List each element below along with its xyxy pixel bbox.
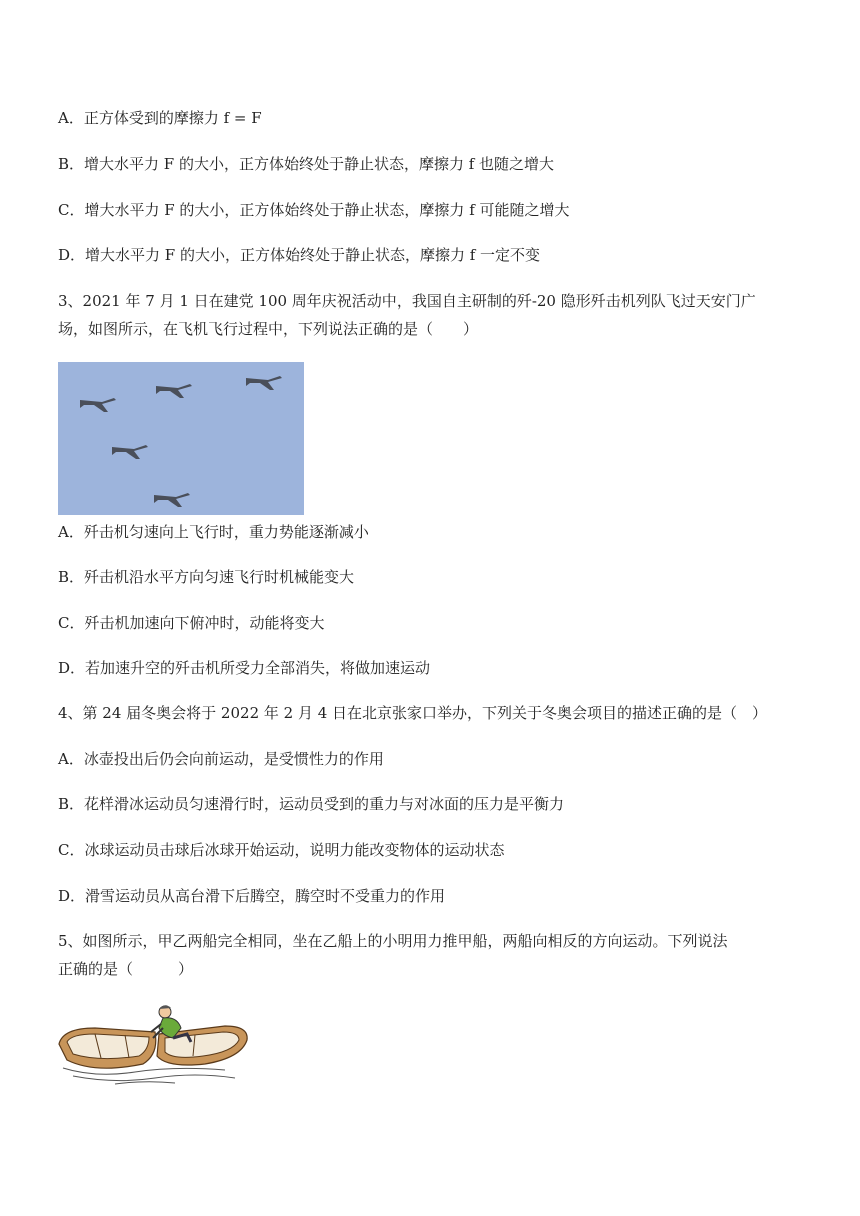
q4-option-d: D．滑雪运动员从高台滑下后腾空，腾空时不受重力的作用: [58, 887, 446, 905]
q2-option-b: B．增大水平力 F 的大小，正方体始终处于静止状态，摩擦力 f 也随之增大: [58, 155, 555, 173]
q2-option-d: D．增大水平力 F 的大小，正方体始终处于静止状态，摩擦力 f 一定不变: [58, 246, 541, 264]
boat-left-icon: [59, 1028, 156, 1068]
q3-stem-line1: 3、2021 年 7 月 1 日在建党 100 周年庆祝活动中，我国自主研制的歼-20 隐形歼击机列队飞过天安门广: [58, 292, 756, 310]
q4-option-b: B．花样滑冰运动员匀速滑行时，运动员受到的重力与对冰面的压力是平衡力: [58, 795, 565, 813]
q2-option-a: A．正方体受到的摩擦力 f = F: [58, 109, 262, 127]
boats-illustration: [55, 998, 250, 1086]
q3-stem-line2: 场，如图所示，在飞机飞行过程中，下列说法正确的是（ ）: [58, 320, 479, 338]
q5-stem-line1: 5、如图所示，甲乙两船完全相同，坐在乙船上的小明用力推甲船，两船向相反的方向运动。下列说法: [58, 932, 728, 950]
q2-option-c: C．增大水平力 F 的大小，正方体始终处于静止状态，摩擦力 f 可能随之增大: [58, 201, 570, 219]
q4-stem: 4、第 24 届冬奥会将于 2022 年 2 月 4 日在北京张家口举办，下列关于冬奥会项目的描述正确的是（ ）: [58, 704, 768, 722]
q3-option-a: A．歼击机匀速向上飞行时，重力势能逐渐减小: [58, 523, 369, 541]
jets-formation-photo: [58, 362, 304, 515]
q4-option-c: C．冰球运动员击球后冰球开始运动，说明力能改变物体的运动状态: [58, 841, 505, 859]
q3-option-c: C．歼击机加速向下俯冲时，动能将变大: [58, 614, 325, 632]
q4-option-a: A．冰壶投出后仍会向前运动，是受惯性力的作用: [58, 750, 384, 768]
q3-option-b: B．歼击机沿水平方向匀速飞行时机械能变大: [58, 568, 355, 586]
q5-stem-line2: 正确的是（ ）: [58, 960, 194, 978]
q3-option-d: D．若加速升空的歼击机所受力全部消失，将做加速运动: [58, 659, 431, 677]
water-ripples-icon: [63, 1068, 235, 1084]
